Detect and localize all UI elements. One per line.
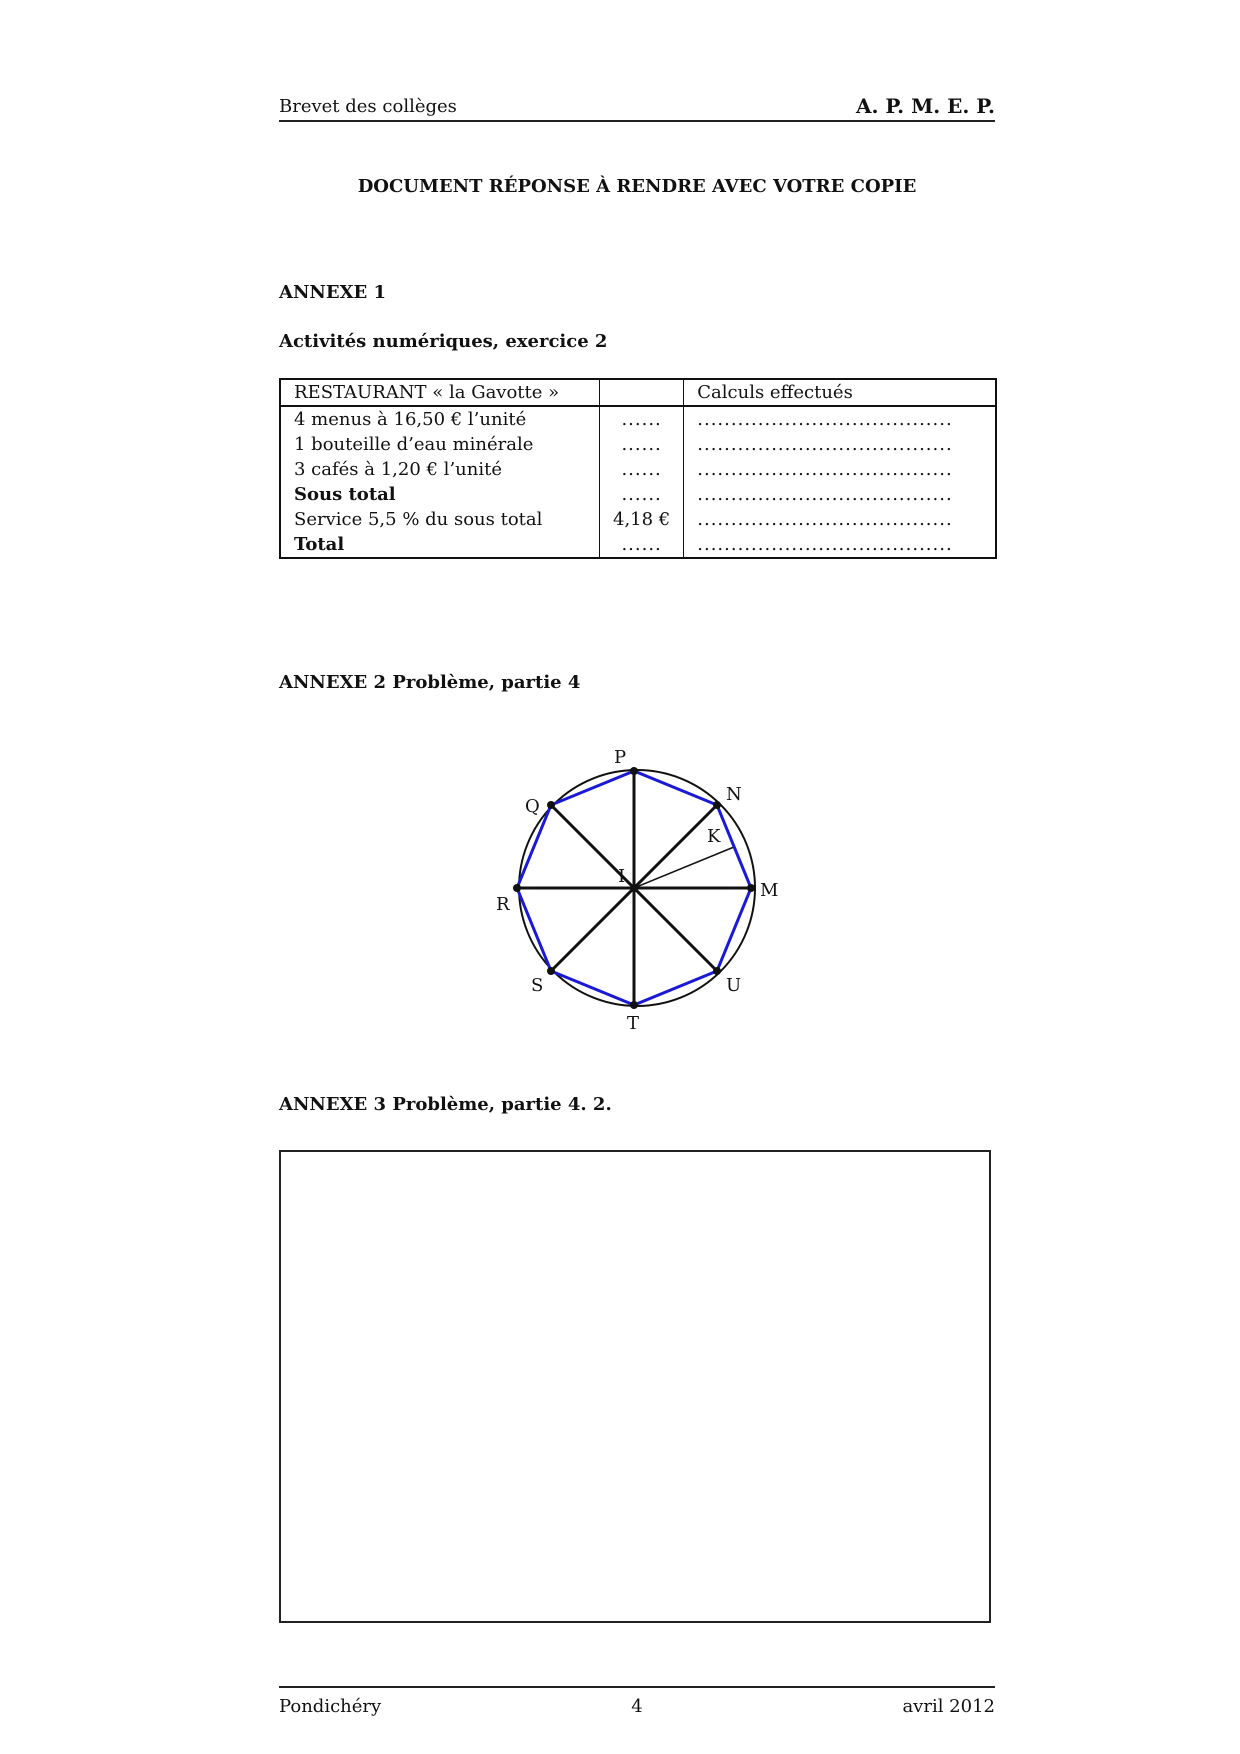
vertex-dot xyxy=(547,967,555,975)
table-row xyxy=(280,406,996,432)
row-label: 4 menus à 16,50 € l’unité xyxy=(280,406,600,432)
table-row xyxy=(280,532,996,558)
label-K: K xyxy=(707,826,721,847)
label-U: U xyxy=(726,975,742,996)
row-calc: ...................................... xyxy=(697,509,953,530)
label-I: I xyxy=(618,866,626,887)
vertex-dot xyxy=(713,801,721,809)
row-calc: ...................................... xyxy=(697,484,953,505)
row-amount: 4,18 € xyxy=(600,507,684,532)
table-row xyxy=(280,482,996,507)
label-M: M xyxy=(760,880,779,901)
row-amount: ...... xyxy=(600,482,684,507)
page-number: 4 xyxy=(631,1696,643,1717)
row-calc: ...................................... xyxy=(697,534,953,555)
page-header xyxy=(279,94,995,122)
table-row xyxy=(280,507,996,532)
annexe3-heading: ANNEXE 3 Problème, partie 4. 2. xyxy=(279,1094,612,1115)
label-T: T xyxy=(627,1013,640,1034)
row-amount: ...... xyxy=(600,532,684,558)
header-right: A. P. M. E. P. xyxy=(855,94,995,118)
document-title: DOCUMENT RÉPONSE À RENDRE AVEC VOTRE COPIE xyxy=(357,176,917,197)
page-footer xyxy=(279,1686,995,1717)
label-P: P xyxy=(614,747,627,768)
row-label: 1 bouteille d’eau minérale xyxy=(280,432,600,457)
row-label: Total xyxy=(280,532,600,558)
row-calc: ...................................... xyxy=(697,459,953,480)
table-row xyxy=(280,432,996,457)
table-header-row xyxy=(280,379,996,406)
table-header-cell: Calculs effectués xyxy=(684,379,996,406)
footer-left: Pondichéry xyxy=(279,1696,382,1717)
row-label: 3 cafés à 1,20 € l’unité xyxy=(280,457,600,482)
row-calc: ...................................... xyxy=(697,409,953,430)
vertex-dot xyxy=(547,801,555,809)
annexe1-subheading: Activités numériques, exercice 2 xyxy=(279,331,608,352)
row-calc: ...................................... xyxy=(697,434,953,455)
restaurant-table xyxy=(279,378,997,559)
annexe2-heading: ANNEXE 2 Problème, partie 4 xyxy=(279,672,581,693)
label-S: S xyxy=(531,975,544,996)
vertex-dot xyxy=(513,884,521,892)
table-header-cell: RESTAURANT « la Gavotte » xyxy=(280,379,600,406)
footer-right: avril 2012 xyxy=(902,1696,995,1717)
row-label: Sous total xyxy=(280,482,600,507)
vertex-dot xyxy=(713,967,721,975)
answer-box[interactable] xyxy=(279,1150,991,1623)
table-row xyxy=(280,457,996,482)
row-label: Service 5,5 % du sous total xyxy=(280,507,600,532)
row-amount: ...... xyxy=(600,432,684,457)
annexe1-heading: ANNEXE 1 xyxy=(279,282,387,303)
header-left: Brevet des collèges xyxy=(279,96,457,117)
row-amount: ...... xyxy=(600,457,684,482)
octagon-figure xyxy=(480,745,800,1045)
segment-IK xyxy=(634,847,734,888)
vertex-dot xyxy=(630,767,638,775)
vertex-dot xyxy=(630,1001,638,1009)
label-R: R xyxy=(496,894,510,915)
label-Q: Q xyxy=(525,796,540,817)
vertex-dot xyxy=(747,884,755,892)
label-N: N xyxy=(726,784,742,805)
row-amount: ...... xyxy=(600,406,684,432)
table-header-cell xyxy=(600,379,684,406)
